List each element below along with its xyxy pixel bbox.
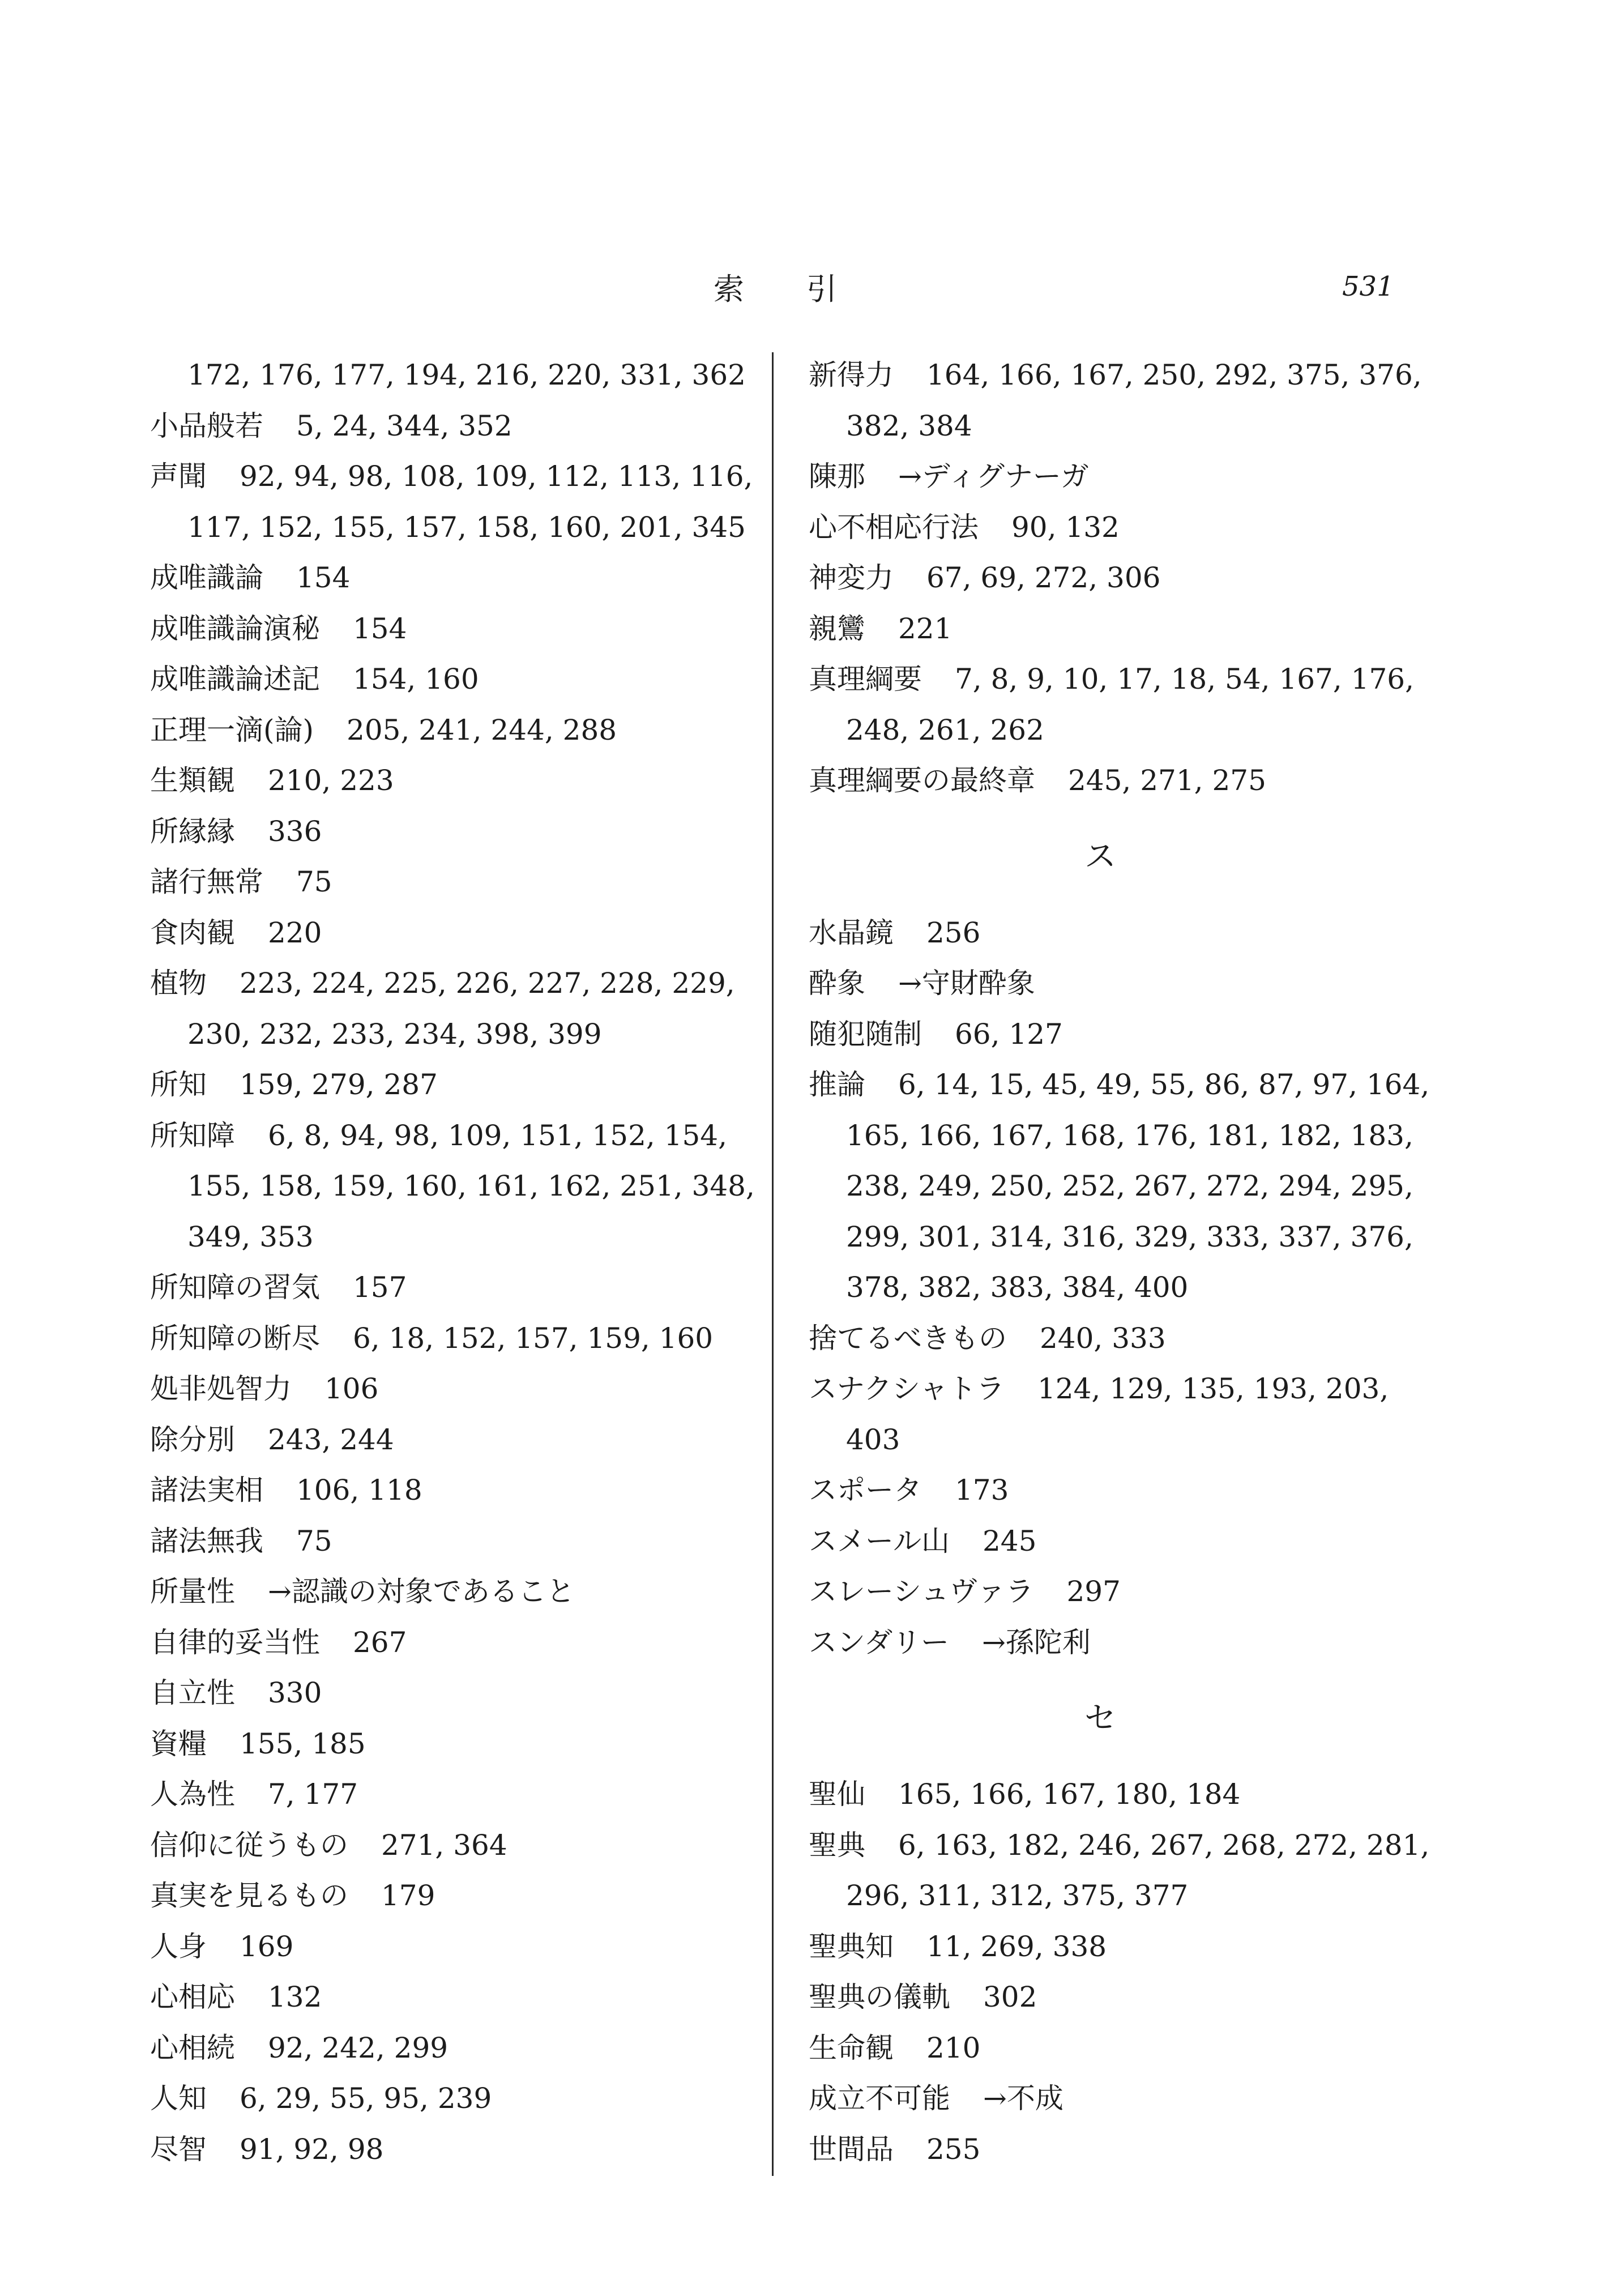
page-references: 6, 18, 152, 157, 159, 160 [353, 1321, 714, 1355]
page-references: 221 [898, 612, 953, 645]
index-entry [809, 1922, 1432, 1973]
page-references: 179 [381, 1879, 435, 1912]
index-entry [150, 958, 750, 1009]
index-entry [150, 1364, 750, 1415]
page-references: 154, 160 [353, 663, 479, 695]
index-entry [150, 1313, 750, 1364]
index-entry [150, 2124, 750, 2175]
page-header-title: 索引 [714, 271, 899, 307]
index-term: 諸法無我 [150, 1524, 263, 1557]
index-term: 水晶鏡 [809, 916, 894, 949]
index-entry-continuation [809, 1212, 1432, 1263]
index-column-left [150, 350, 755, 2175]
index-entry-continuation [809, 1111, 1432, 1162]
index-entry [150, 401, 750, 452]
index-entry-continuation [809, 1161, 1432, 1212]
index-term: 真理綱要の最終章 [809, 764, 1035, 797]
index-entry [809, 1060, 1432, 1111]
page-references: 6, 14, 15, 45, 49, 55, 86, 87, 97, 164, [898, 1068, 1430, 1101]
index-term: 真理綱要 [809, 663, 922, 695]
index-term: 人為性 [150, 1778, 235, 1811]
index-term: 所縁縁 [150, 814, 235, 848]
index-entry [809, 2073, 1432, 2124]
index-entry [150, 1262, 750, 1313]
page-references: 157 [353, 1271, 407, 1304]
index-entry [809, 1769, 1432, 1820]
index-entry [150, 1719, 750, 1770]
index-entry [809, 553, 1432, 604]
index-entry-continuation [809, 1871, 1432, 1922]
index-term: 除分別 [150, 1423, 235, 1456]
index-entry [150, 1922, 750, 1973]
page-references: →守財酔象 [898, 967, 1035, 1000]
page-references: 6, 29, 55, 95, 239 [240, 2082, 492, 2115]
index-entry [809, 1313, 1432, 1364]
index-entry-continuation [809, 1262, 1432, 1313]
page-references: 256 [926, 916, 981, 949]
index-term: 成唯識論 [150, 561, 263, 594]
index-term: 神変力 [809, 561, 894, 594]
index-term: 自立性 [150, 1676, 235, 1709]
page-references: 403 [846, 1423, 900, 1456]
index-entry [809, 2124, 1432, 2175]
index-entry [150, 1668, 750, 1719]
index-entry [809, 756, 1432, 806]
index-entry [150, 2023, 750, 2074]
index-entry [150, 604, 750, 655]
index-entry [150, 1111, 750, 1162]
page-references: 90, 132 [1011, 510, 1120, 544]
page-references: 172, 176, 177, 194, 216, 220, 331, 362 [187, 359, 746, 391]
index-column-right [809, 350, 1432, 2175]
index-term: 資糧 [150, 1727, 207, 1760]
page-references: 210 [926, 2031, 981, 2064]
index-term: スナクシャトラ [809, 1372, 1005, 1405]
index-entry [150, 451, 753, 502]
page-references: 243, 244 [268, 1423, 394, 1456]
index-term: 聖典 [809, 1828, 865, 1862]
page-references: 378, 382, 383, 384, 400 [846, 1271, 1189, 1304]
index-entry-continuation [150, 1009, 750, 1060]
index-term: スンダリー [809, 1625, 949, 1659]
page-references: 296, 311, 312, 375, 377 [846, 1879, 1189, 1912]
page-references: →認識の対象であること [268, 1575, 575, 1608]
page-references: 165, 166, 167, 168, 176, 181, 182, 183, [846, 1119, 1413, 1152]
page-references: 240, 333 [1040, 1321, 1166, 1355]
index-term: 尽智 [150, 2132, 207, 2166]
page-references: 299, 301, 314, 316, 329, 333, 337, 376, [846, 1220, 1413, 1253]
page-number: 531 [1342, 271, 1394, 302]
index-term: 植物 [150, 967, 207, 1000]
page-references: 210, 223 [268, 764, 394, 797]
index-entry [150, 857, 750, 908]
index-term: 真実を見るもの [150, 1879, 348, 1912]
page-references: 267 [353, 1625, 407, 1659]
index-term: 所知 [150, 1068, 207, 1101]
page-references: 165, 166, 167, 180, 184 [898, 1778, 1241, 1811]
index-entry [809, 958, 1432, 1009]
index-entry-continuation [150, 502, 750, 553]
page-references: 92, 94, 98, 108, 109, 112, 113, 116, [240, 460, 753, 493]
index-entry [150, 654, 750, 705]
page-references: 336 [268, 814, 322, 848]
index-term: 生類観 [150, 764, 235, 797]
index-entry [809, 350, 1432, 401]
index-entry [150, 1618, 750, 1668]
page-references: 124, 129, 135, 193, 203, [1037, 1372, 1389, 1405]
index-term: 自律的妥当性 [150, 1625, 320, 1659]
page-references: 132 [268, 1981, 322, 2013]
page-references: 67, 69, 272, 306 [926, 561, 1161, 594]
page-references: 330 [268, 1676, 322, 1709]
column-divider [772, 352, 774, 2176]
page-references: 297 [1066, 1575, 1121, 1608]
page-references: 223, 224, 225, 226, 227, 228, 229, [240, 967, 735, 1000]
index-term: 親鸞 [809, 612, 865, 645]
index-term: 人知 [150, 2082, 207, 2115]
index-term: 世間品 [809, 2132, 894, 2166]
page-references: 7, 8, 9, 10, 17, 18, 54, 167, 176, [955, 663, 1414, 695]
index-entry-continuation [809, 401, 1432, 452]
index-term: 処非処智力 [150, 1372, 292, 1405]
page-references: 11, 269, 338 [926, 1930, 1107, 1963]
index-entry [809, 908, 1432, 959]
page-references: 255 [926, 2132, 981, 2166]
page-references: 205, 241, 244, 288 [347, 713, 617, 746]
index-term: 陳那 [809, 460, 865, 493]
index-entry [809, 1618, 1432, 1668]
page-references: 271, 364 [381, 1828, 507, 1862]
index-entry [809, 451, 1432, 502]
page-references: 106 [324, 1372, 379, 1405]
index-entry [150, 1972, 750, 2023]
page-references: 91, 92, 98 [240, 2132, 384, 2166]
index-entry [150, 1465, 750, 1516]
index-entry [150, 1567, 750, 1618]
index-term: 成立不可能 [809, 2082, 950, 2115]
index-entry [150, 1060, 750, 1111]
page-references: 75 [296, 865, 332, 898]
page-references: →ディグナーガ [898, 460, 1089, 493]
index-entry [809, 1465, 1432, 1516]
index-entry [809, 604, 1432, 655]
page-references: 173 [955, 1474, 1009, 1507]
index-entry [150, 1769, 750, 1820]
page-references: 220 [268, 916, 322, 949]
page-references: 75 [296, 1524, 332, 1557]
index-entry [809, 502, 1432, 553]
index-entry [150, 806, 750, 857]
page-references: 7, 177 [268, 1778, 358, 1811]
index-term: 信仰に従うもの [150, 1828, 348, 1862]
page-references: 6, 163, 182, 246, 267, 268, 272, 281, [898, 1828, 1430, 1862]
index-entry [809, 2023, 1432, 2074]
index-term: 声聞 [150, 460, 207, 493]
page-references: 66, 127 [955, 1017, 1063, 1051]
index-term: 捨てるべきもの [809, 1321, 1007, 1355]
index-term: 人身 [150, 1930, 207, 1963]
index-term: 心不相応行法 [809, 510, 979, 544]
index-entry [150, 1820, 750, 1871]
index-entry [150, 1516, 750, 1567]
index-term: 推論 [809, 1068, 865, 1101]
index-term: 聖仙 [809, 1778, 865, 1811]
index-entry [809, 1364, 1432, 1415]
index-term: 心相続 [150, 2031, 235, 2064]
page-references: 92, 242, 299 [268, 2031, 449, 2064]
index-term: 諸法実相 [150, 1474, 263, 1507]
index-term: 食肉観 [150, 916, 235, 949]
page-references: 382, 384 [846, 409, 972, 442]
index-entry [809, 1972, 1432, 2023]
index-term: 所知障の習気 [150, 1271, 320, 1304]
page-references: 302 [983, 1981, 1037, 2013]
index-entry [150, 908, 750, 959]
page-references: 230, 232, 233, 234, 398, 399 [187, 1017, 602, 1051]
index-term: 諸行無常 [150, 865, 263, 898]
section-heading: セ [1084, 1700, 1116, 1737]
index-term: スポータ [809, 1474, 922, 1507]
index-entry [150, 1871, 750, 1922]
page-references: 154 [353, 612, 407, 645]
page-references: →不成 [983, 2082, 1064, 2115]
index-term: 心相応 [150, 1981, 235, 2013]
index-term: 成唯識論述記 [150, 663, 320, 695]
page-references: 245, 271, 275 [1068, 764, 1266, 797]
index-entry-continuation [150, 1161, 755, 1212]
index-term: スレーシュヴァラ [809, 1575, 1034, 1608]
index-term: 聖典知 [809, 1930, 894, 1963]
index-term: 成唯識論演秘 [150, 612, 320, 645]
index-entry [809, 1516, 1432, 1567]
index-entry-continuation [809, 705, 1432, 756]
page-references: 106, 118 [296, 1474, 422, 1507]
index-term: 所知障 [150, 1119, 235, 1152]
page-references: 169 [240, 1930, 294, 1963]
page-references: 245 [983, 1524, 1037, 1557]
index-entry [150, 553, 750, 604]
page-references: 349, 353 [187, 1220, 314, 1253]
index-term: スメール山 [809, 1524, 950, 1557]
index-entry [150, 2073, 750, 2124]
index-entry [150, 756, 750, 806]
page-references: 238, 249, 250, 252, 267, 272, 294, 295, [846, 1170, 1413, 1202]
index-term: 所知障の断尽 [150, 1321, 320, 1355]
index-entry-continuation [150, 1212, 750, 1263]
index-term: 小品般若 [150, 409, 263, 442]
page-references: 248, 261, 262 [846, 713, 1044, 746]
index-entry-continuation [150, 350, 750, 401]
page-references: 117, 152, 155, 157, 158, 160, 201, 345 [187, 510, 746, 544]
index-entry-continuation [809, 1415, 1432, 1466]
page-references: 6, 8, 94, 98, 109, 151, 152, 154, [268, 1119, 728, 1152]
index-entry [809, 654, 1432, 705]
index-entry [809, 1820, 1432, 1871]
page-references: 155, 158, 159, 160, 161, 162, 251, 348, [187, 1170, 755, 1202]
page-references: 159, 279, 287 [240, 1068, 438, 1101]
page-references: 164, 166, 167, 250, 292, 375, 376, [926, 359, 1422, 391]
index-term: 正理一滴(論) [150, 713, 314, 746]
index-term: 聖典の儀軌 [809, 1981, 950, 2013]
page-references: 155, 185 [240, 1727, 366, 1760]
index-term: 随犯随制 [809, 1017, 922, 1051]
index-term: 新得力 [809, 359, 894, 391]
index-entry [150, 1415, 750, 1466]
page-references: →孫陀利 [982, 1625, 1091, 1659]
index-entry [809, 1009, 1432, 1060]
index-term: 生命観 [809, 2031, 894, 2064]
index-term: 酔象 [809, 967, 865, 1000]
index-entry [150, 705, 750, 756]
section-heading: ス [1084, 838, 1116, 876]
page-references: 154 [296, 561, 351, 594]
page-references: 5, 24, 344, 352 [296, 409, 512, 442]
index-entry [809, 1567, 1432, 1618]
index-term: 所量性 [150, 1575, 235, 1608]
